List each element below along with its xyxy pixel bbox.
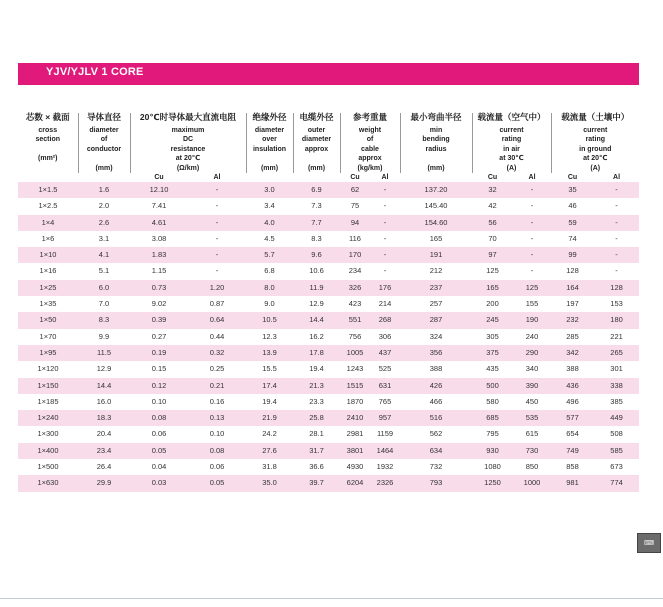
table-cell: 654	[551, 426, 594, 442]
table-cell: 615	[513, 426, 551, 442]
table-cell: 7.3	[293, 198, 340, 214]
table-cell: 8.3	[293, 231, 340, 247]
table-cell: 449	[594, 410, 639, 426]
table-cell: 190	[513, 312, 551, 328]
table-cell: 0.13	[188, 410, 246, 426]
table-cell: 268	[370, 312, 400, 328]
table-cell: 137.20	[400, 182, 472, 198]
table-cell: 930	[472, 443, 513, 459]
subhead-cu: Cu	[567, 174, 578, 181]
table-cell: 5.7	[246, 247, 293, 263]
table-row	[18, 345, 639, 361]
table-cell: 116	[340, 231, 370, 247]
table-cell: 13.9	[246, 345, 293, 361]
table-cell: 1.15	[130, 263, 188, 279]
table-cell: 516	[400, 410, 472, 426]
table-row	[18, 247, 639, 263]
table-cell: 1×150	[18, 378, 78, 394]
table-cell: 1870	[340, 394, 370, 410]
table-cell: 23.3	[293, 394, 340, 410]
table-cell: 305	[472, 329, 513, 345]
table-cell: 290	[513, 345, 551, 361]
table-cell: 257	[400, 296, 472, 312]
table-cell: 145.40	[400, 198, 472, 214]
table-cell: 0.44	[188, 329, 246, 345]
table-cell: 9.0	[246, 296, 293, 312]
table-cell: 301	[594, 361, 639, 377]
table-cell: -	[513, 263, 551, 279]
table-cell: 154.60	[400, 215, 472, 231]
table-cell: 170	[340, 247, 370, 263]
table-cell: 0.08	[130, 410, 188, 426]
table-cell: 551	[340, 312, 370, 328]
table-row	[18, 475, 639, 491]
table-cell: 0.03	[130, 475, 188, 491]
table-cell: 20.4	[78, 426, 130, 442]
table-cell: -	[594, 182, 639, 198]
table-cell: 234	[340, 263, 370, 279]
table-cell: 191	[400, 247, 472, 263]
table-cell: -	[513, 215, 551, 231]
table-cell: 35.0	[246, 475, 293, 491]
table-cell: 56	[472, 215, 513, 231]
table-cell: -	[370, 231, 400, 247]
table-cell: 245	[472, 312, 513, 328]
table-cell: 496	[551, 394, 594, 410]
table-cell: 4.1	[78, 247, 130, 263]
table-cell: 27.6	[246, 443, 293, 459]
table-row	[18, 426, 639, 442]
table-cell: 426	[400, 378, 472, 394]
table-row	[18, 459, 639, 475]
table-cell: 74	[551, 231, 594, 247]
table-row	[18, 263, 639, 279]
table-cell: -	[188, 263, 246, 279]
table-cell: -	[188, 182, 246, 198]
table-cell: -	[594, 247, 639, 263]
table-cell: 3.4	[246, 198, 293, 214]
table-cell: 240	[513, 329, 551, 345]
table-cell: 388	[551, 361, 594, 377]
subhead-al: Al	[213, 174, 221, 181]
cable-spec-table	[18, 113, 639, 492]
table-row	[18, 394, 639, 410]
table-cell: 338	[594, 378, 639, 394]
table-cell: 436	[551, 378, 594, 394]
table-row	[18, 231, 639, 247]
table-cell: 340	[513, 361, 551, 377]
table-cell: 1×2.5	[18, 198, 78, 214]
table-cell: 3.1	[78, 231, 130, 247]
table-cell: 9.9	[78, 329, 130, 345]
table-cell: 1080	[472, 459, 513, 475]
table-cell: 0.73	[130, 280, 188, 296]
table-cell: 12.9	[78, 361, 130, 377]
table-cell: 26.4	[78, 459, 130, 475]
table-cell: 287	[400, 312, 472, 328]
table-cell: 0.10	[130, 394, 188, 410]
table-cell: 1.6	[78, 182, 130, 198]
table-cell: -	[188, 215, 246, 231]
table-cell: 39.7	[293, 475, 340, 491]
table-cell: 1932	[370, 459, 400, 475]
subhead-cu: Cu	[154, 174, 164, 181]
table-cell: 28.1	[293, 426, 340, 442]
subhead-al: Al	[528, 174, 536, 181]
table-cell: 21.3	[293, 378, 340, 394]
table-cell: 46	[551, 198, 594, 214]
header-bending-radius: 最小弯曲半径 min bending radius (mm)	[400, 113, 472, 173]
table-cell: 2.6	[78, 215, 130, 231]
table-cell: 0.25	[188, 361, 246, 377]
title-bar	[18, 63, 639, 85]
table-cell: 10.6	[293, 263, 340, 279]
table-cell: 12.10	[130, 182, 188, 198]
table-cell: 0.04	[130, 459, 188, 475]
table-cell: 212	[400, 263, 472, 279]
table-cell: 1×35	[18, 296, 78, 312]
bottom-divider	[0, 598, 663, 599]
table-cell: 0.87	[188, 296, 246, 312]
table-cell: 153	[594, 296, 639, 312]
table-cell: 99	[551, 247, 594, 263]
table-cell: 0.15	[130, 361, 188, 377]
table-row	[18, 215, 639, 231]
table-cell: 155	[513, 296, 551, 312]
table-cell: 25.8	[293, 410, 340, 426]
table-cell: 1×6	[18, 231, 78, 247]
document-title: YJV/YJLV 1 CORE	[46, 66, 144, 78]
table-cell: 0.08	[188, 443, 246, 459]
table-cell: 214	[370, 296, 400, 312]
table-cell: 10.5	[246, 312, 293, 328]
table-cell: 221	[594, 329, 639, 345]
table-cell: 1000	[513, 475, 551, 491]
table-cell: 673	[594, 459, 639, 475]
table-cell: 535	[513, 410, 551, 426]
table-cell: 31.7	[293, 443, 340, 459]
subhead-al: Al	[613, 174, 621, 181]
table-cell: 793	[400, 475, 472, 491]
table-cell: 1×4	[18, 215, 78, 231]
table-cell: 957	[370, 410, 400, 426]
table-row	[18, 198, 639, 214]
table-cell: 1×400	[18, 443, 78, 459]
table-row	[18, 182, 639, 198]
table-cell: 577	[551, 410, 594, 426]
table-cell: 2981	[340, 426, 370, 442]
table-cell: -	[513, 182, 551, 198]
table-cell: 19.4	[293, 361, 340, 377]
table-cell: -	[370, 182, 400, 198]
table-cell: -	[370, 198, 400, 214]
table-cell: 0.64	[188, 312, 246, 328]
table-cell: 3.08	[130, 231, 188, 247]
subheader-row	[18, 173, 639, 182]
table-cell: 1159	[370, 426, 400, 442]
table-cell: 730	[513, 443, 551, 459]
table-cell: -	[188, 231, 246, 247]
table-cell: 1×16	[18, 263, 78, 279]
table-cell: 265	[594, 345, 639, 361]
keyboard-icon[interactable]: ⌨	[637, 533, 661, 553]
table-cell: 0.16	[188, 394, 246, 410]
table-cell: 466	[400, 394, 472, 410]
table-cell: 17.4	[246, 378, 293, 394]
table-cell: 197	[551, 296, 594, 312]
table-cell: 128	[594, 280, 639, 296]
table-cell: 62	[340, 182, 370, 198]
table-cell: 1×10	[18, 247, 78, 263]
table-cell: 5.1	[78, 263, 130, 279]
header-rating-ground: 载流量（土壤中） current rating in ground at 20℃ (A)	[551, 113, 639, 173]
table-cell: 306	[370, 329, 400, 345]
header-insulation-diameter: 绝缘外径 diameter over insulation (mm)	[246, 113, 293, 173]
table-row	[18, 280, 639, 296]
table-cell: -	[594, 231, 639, 247]
table-cell: 6.8	[246, 263, 293, 279]
table-cell: 749	[551, 443, 594, 459]
table-cell: 1515	[340, 378, 370, 394]
table-cell: 858	[551, 459, 594, 475]
table-cell: 35	[551, 182, 594, 198]
table-cell: -	[594, 263, 639, 279]
table-cell: 0.39	[130, 312, 188, 328]
subhead-cu: Cu	[350, 174, 360, 181]
table-cell: 12.9	[293, 296, 340, 312]
table-cell: 0.05	[130, 443, 188, 459]
table-cell: 1250	[472, 475, 513, 491]
table-cell: 342	[551, 345, 594, 361]
table-cell: 32	[472, 182, 513, 198]
table-cell: 19.4	[246, 394, 293, 410]
table-cell: 9.02	[130, 296, 188, 312]
table-cell: 0.21	[188, 378, 246, 394]
table-cell: 36.6	[293, 459, 340, 475]
table-cell: 437	[370, 345, 400, 361]
table-cell: 1×95	[18, 345, 78, 361]
table-cell: 285	[551, 329, 594, 345]
header-rating-air: 载流量（空气中） current rating in air at 30℃ (A)	[472, 113, 551, 173]
table-row	[18, 296, 639, 312]
table-cell: 765	[370, 394, 400, 410]
table-cell: 1005	[340, 345, 370, 361]
table-cell: 94	[340, 215, 370, 231]
table-cell: 165	[472, 280, 513, 296]
table-cell: 4.61	[130, 215, 188, 231]
table-cell: 16.2	[293, 329, 340, 345]
table-cell: -	[513, 198, 551, 214]
table-cell: 237	[400, 280, 472, 296]
table-row	[18, 361, 639, 377]
table-cell: 356	[400, 345, 472, 361]
table-cell: 580	[472, 394, 513, 410]
table-cell: 23.4	[78, 443, 130, 459]
table-cell: 324	[400, 329, 472, 345]
table-cell: -	[513, 231, 551, 247]
table-cell: 326	[340, 280, 370, 296]
table-cell: 732	[400, 459, 472, 475]
table-cell: 200	[472, 296, 513, 312]
table-cell: 0.19	[130, 345, 188, 361]
table-cell: 0.05	[188, 475, 246, 491]
table-cell: 2326	[370, 475, 400, 491]
table-cell: 4.0	[246, 215, 293, 231]
table-cell: 1×185	[18, 394, 78, 410]
table-cell: 9.6	[293, 247, 340, 263]
table-cell: 1×25	[18, 280, 78, 296]
table-cell: 128	[551, 263, 594, 279]
table-cell: 6.9	[293, 182, 340, 198]
table-cell: 6.0	[78, 280, 130, 296]
table-cell: 7.0	[78, 296, 130, 312]
table-cell: 14.4	[293, 312, 340, 328]
table-cell: 3.0	[246, 182, 293, 198]
table-cell: 4930	[340, 459, 370, 475]
table-cell: 631	[370, 378, 400, 394]
table-cell: 7.7	[293, 215, 340, 231]
header-cross-section: 芯数 × 截面 cross section (mm²)	[25, 112, 70, 162]
table-cell: -	[513, 247, 551, 263]
table-cell: 42	[472, 198, 513, 214]
header-resistance: 20℃时导体最大直流电阻 maximum DC resistance at 20℃ (Ω/km)	[130, 113, 246, 173]
table-cell: -	[370, 263, 400, 279]
table-cell: 6204	[340, 475, 370, 491]
table-cell: 24.2	[246, 426, 293, 442]
header-weight: 参考重量 weight of cable approx (kg/km)	[340, 113, 400, 173]
table-cell: -	[594, 215, 639, 231]
table-cell: -	[188, 247, 246, 263]
table-cell: 17.8	[293, 345, 340, 361]
table-cell: 4.5	[246, 231, 293, 247]
table-cell: 0.10	[188, 426, 246, 442]
subhead-al: Al	[381, 174, 389, 181]
header-row	[18, 113, 639, 173]
table-cell: 1243	[340, 361, 370, 377]
table-cell: 0.06	[130, 426, 188, 442]
table-cell: 1×70	[18, 329, 78, 345]
table-cell: 15.5	[246, 361, 293, 377]
table-cell: 435	[472, 361, 513, 377]
table-cell: 390	[513, 378, 551, 394]
table-cell: 14.4	[78, 378, 130, 394]
table-cell: 388	[400, 361, 472, 377]
table-row	[18, 410, 639, 426]
table-cell: 525	[370, 361, 400, 377]
table-cell: 1.83	[130, 247, 188, 263]
table-cell: 981	[551, 475, 594, 491]
table-cell: 685	[472, 410, 513, 426]
table-cell: 385	[594, 394, 639, 410]
table-cell: 508	[594, 426, 639, 442]
table-cell: 795	[472, 426, 513, 442]
table-cell: 29.9	[78, 475, 130, 491]
table-cell: 8.0	[246, 280, 293, 296]
table-cell: -	[370, 247, 400, 263]
table-cell: 7.41	[130, 198, 188, 214]
table-cell: -	[594, 198, 639, 214]
table-cell: 1×500	[18, 459, 78, 475]
table-cell: 8.3	[78, 312, 130, 328]
table-cell: 0.12	[130, 378, 188, 394]
table-cell: 0.06	[188, 459, 246, 475]
table-cell: 1.20	[188, 280, 246, 296]
table-cell: 0.32	[188, 345, 246, 361]
table-cell: 16.0	[78, 394, 130, 410]
table-row	[18, 378, 639, 394]
table-cell: 1×1.5	[18, 182, 78, 198]
table-cell: 125	[472, 263, 513, 279]
table-cell: 18.3	[78, 410, 130, 426]
table-body	[18, 182, 639, 492]
table-cell: 2.0	[78, 198, 130, 214]
table-cell: 164	[551, 280, 594, 296]
table-cell: -	[188, 198, 246, 214]
table-cell: 850	[513, 459, 551, 475]
table-cell: 423	[340, 296, 370, 312]
table-cell: 1464	[370, 443, 400, 459]
table-cell: 180	[594, 312, 639, 328]
subhead-cu: Cu	[487, 174, 498, 181]
table-cell: 75	[340, 198, 370, 214]
table-cell: 1×630	[18, 475, 78, 491]
table-cell: 21.9	[246, 410, 293, 426]
table-cell: 1×50	[18, 312, 78, 328]
table-cell: 11.5	[78, 345, 130, 361]
table-cell: 1×240	[18, 410, 78, 426]
table-row	[18, 329, 639, 345]
table-row	[18, 443, 639, 459]
table-cell: 12.3	[246, 329, 293, 345]
table-cell: 774	[594, 475, 639, 491]
table-cell: 31.8	[246, 459, 293, 475]
table-cell: -	[370, 215, 400, 231]
header-conductor-diameter: 导体直径 diameter of conductor (mm)	[78, 113, 130, 173]
table-cell: 2410	[340, 410, 370, 426]
table-cell: 125	[513, 280, 551, 296]
table-cell: 232	[551, 312, 594, 328]
table-cell: 634	[400, 443, 472, 459]
table-cell: 59	[551, 215, 594, 231]
table-cell: 70	[472, 231, 513, 247]
header-outer-diameter: 电缆外径 outer diameter approx (mm)	[293, 113, 340, 173]
table-cell: 0.27	[130, 329, 188, 345]
table-cell: 165	[400, 231, 472, 247]
table-cell: 756	[340, 329, 370, 345]
table-cell: 176	[370, 280, 400, 296]
table-cell: 500	[472, 378, 513, 394]
table-cell: 450	[513, 394, 551, 410]
table-cell: 1×120	[18, 361, 78, 377]
table-cell: 97	[472, 247, 513, 263]
table-cell: 562	[400, 426, 472, 442]
table-row	[18, 312, 639, 328]
table-cell: 3801	[340, 443, 370, 459]
table-cell: 585	[594, 443, 639, 459]
table-cell: 11.9	[293, 280, 340, 296]
table-cell: 1×300	[18, 426, 78, 442]
table-cell: 375	[472, 345, 513, 361]
